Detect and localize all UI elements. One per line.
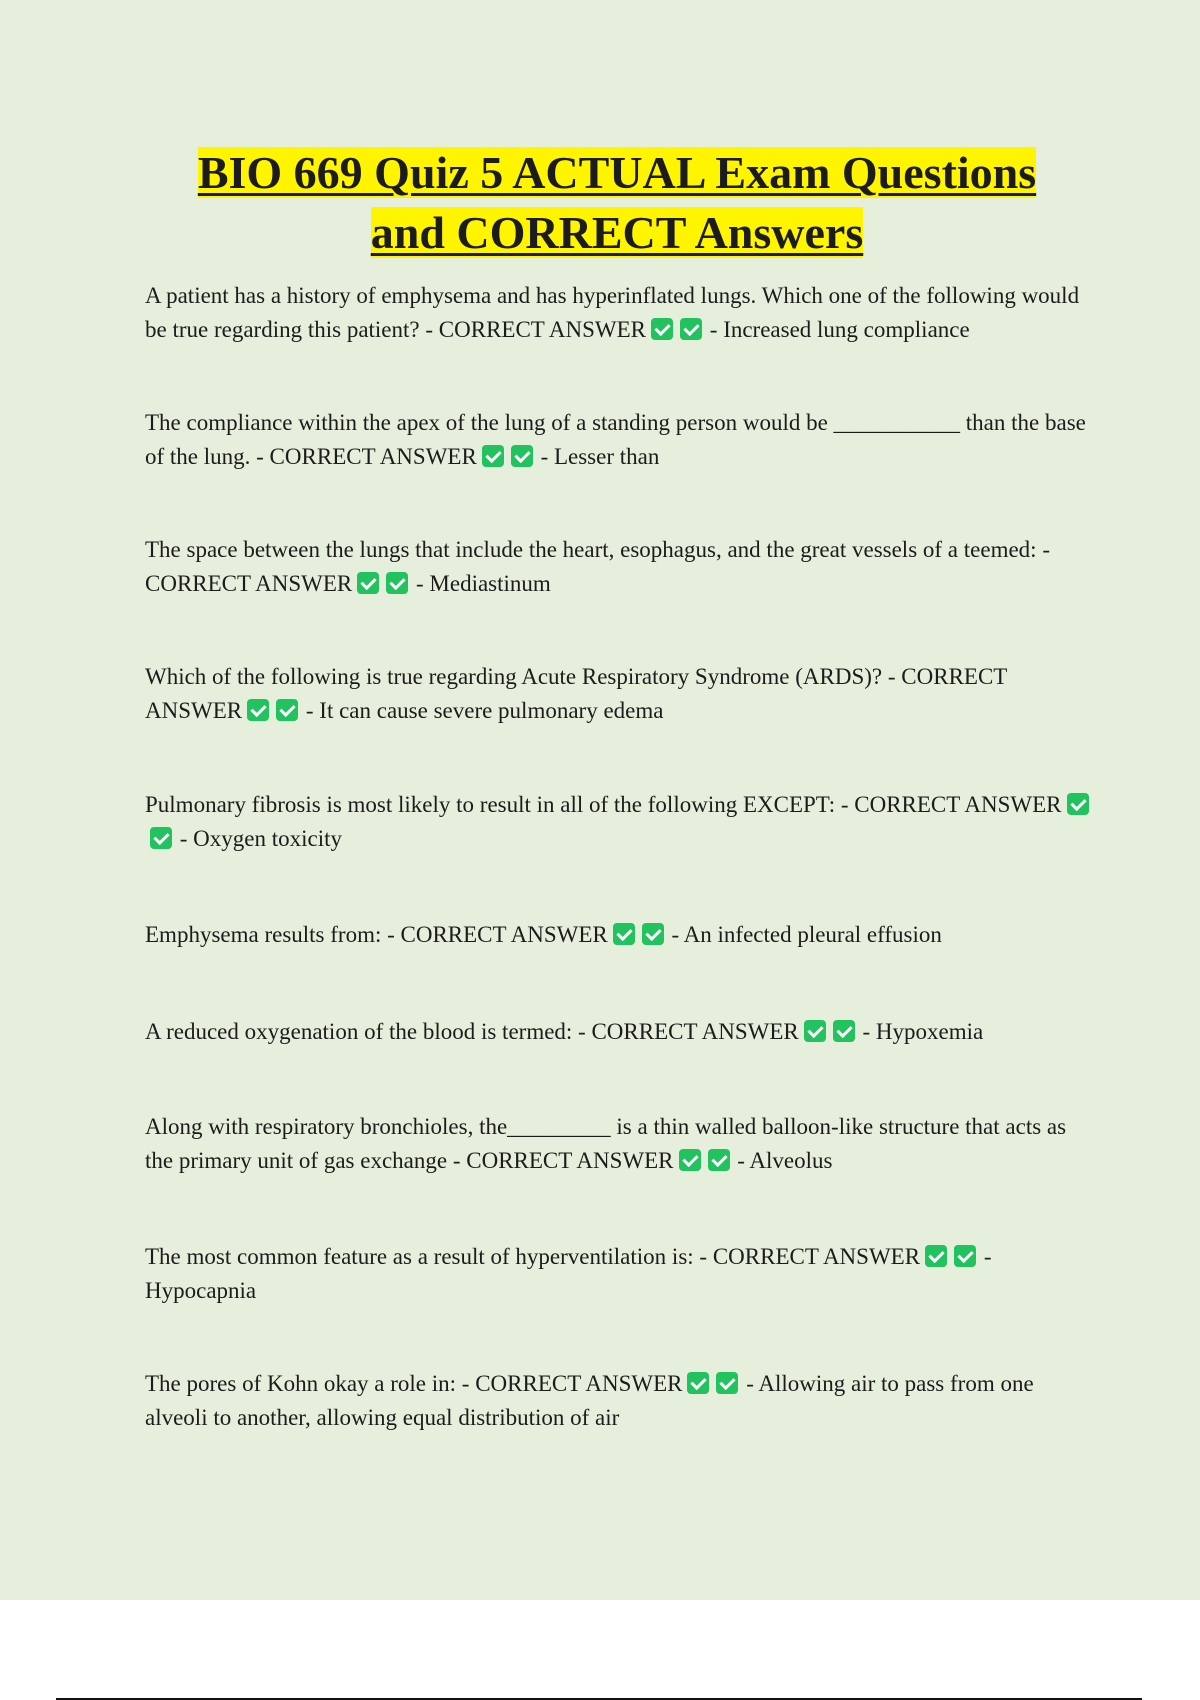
check-mark-icon [716, 1372, 738, 1394]
check-mark-icon [708, 1149, 730, 1171]
question-text: The pores of Kohn okay a role in: - CORRECT ANSWER [145, 1371, 683, 1396]
check-mark-icon [804, 1020, 826, 1042]
answer-text: - Oxygen toxicity [179, 826, 342, 851]
check-mark-icon [613, 923, 635, 945]
question-text: Which of the following is true regarding Acute Respiratory Syndrome (ARDS)? - CORRECT ANSWER [145, 664, 1007, 723]
check-mark-icon [386, 572, 408, 594]
answer-text: - Increased lung compliance [709, 317, 970, 342]
answer-text: - Hypoxemia [862, 1019, 984, 1044]
document-title [60, 143, 1174, 263]
qa-item-1 [145, 279, 1095, 347]
check-mark-icon [511, 445, 533, 467]
qa-item-4 [145, 660, 1095, 728]
check-mark-icon [247, 699, 269, 721]
question-text: Pulmonary fibrosis is most likely to result in all of the following EXCEPT: - CORRECT ANSWER [145, 792, 1062, 817]
check-mark-icon [679, 1149, 701, 1171]
check-mark-icon [687, 1372, 709, 1394]
qa-item-3 [145, 533, 1095, 601]
check-mark-icon [833, 1020, 855, 1042]
check-mark-icon [651, 318, 673, 340]
answer-text: - An infected pleural effusion [671, 922, 942, 947]
check-mark-icon [954, 1245, 976, 1267]
title-line-2: and CORRECT Answers [370, 207, 864, 258]
check-mark-icon [482, 445, 504, 467]
qa-item-2 [145, 406, 1095, 474]
check-mark-icon [642, 923, 664, 945]
answer-text: - Hypocapnia [145, 1244, 992, 1303]
question-text: The space between the lungs that include the heart, esophagus, and the great vessels of a teemed: - CORRECT ANSWER [145, 537, 1050, 596]
check-mark-icon [925, 1245, 947, 1267]
question-text: A reduced oxygenation of the blood is termed: - CORRECT ANSWER [145, 1019, 799, 1044]
check-mark-icon [680, 318, 702, 340]
qa-item-7 [145, 1015, 1095, 1049]
title-line-1: BIO 669 Quiz 5 ACTUAL Exam Questions [197, 147, 1037, 198]
qa-item-10 [145, 1367, 1095, 1435]
question-text: The most common feature as a result of hyperventilation is: - CORRECT ANSWER [145, 1244, 921, 1269]
qa-item-6 [145, 918, 1095, 952]
check-mark-icon [357, 572, 379, 594]
qa-item-8 [145, 1110, 1095, 1178]
qa-item-5 [145, 788, 1095, 856]
question-text: Emphysema results from: - CORRECT ANSWER [145, 922, 608, 947]
answer-text: - Mediastinum [416, 571, 551, 596]
question-text: A patient has a history of emphysema and has hyperinflated lungs. Which one of the following would be true regarding this patient? - CORRECT ANSWER [145, 283, 1080, 342]
answer-text: - It can cause severe pulmonary edema [305, 698, 664, 723]
question-text: Along with respiratory bronchioles, the_________ is a thin walled balloon-like structure that acts as the primary unit of gas exchange - CORRECT ANSWER [145, 1114, 1067, 1173]
qa-item-9 [145, 1240, 1095, 1308]
check-mark-icon [150, 827, 172, 849]
answer-text: - Alveolus [737, 1148, 833, 1173]
answer-text: - Lesser than [540, 444, 660, 469]
check-mark-icon [276, 699, 298, 721]
answer-text: - Allowing air to pass from one alveoli to another, allowing equal distribution of air [145, 1371, 1034, 1430]
question-text: The compliance within the apex of the lung of a standing person would be ___________ than the base of the lung. - CORRECT ANSWER [145, 410, 1086, 469]
check-mark-icon [1067, 793, 1089, 815]
